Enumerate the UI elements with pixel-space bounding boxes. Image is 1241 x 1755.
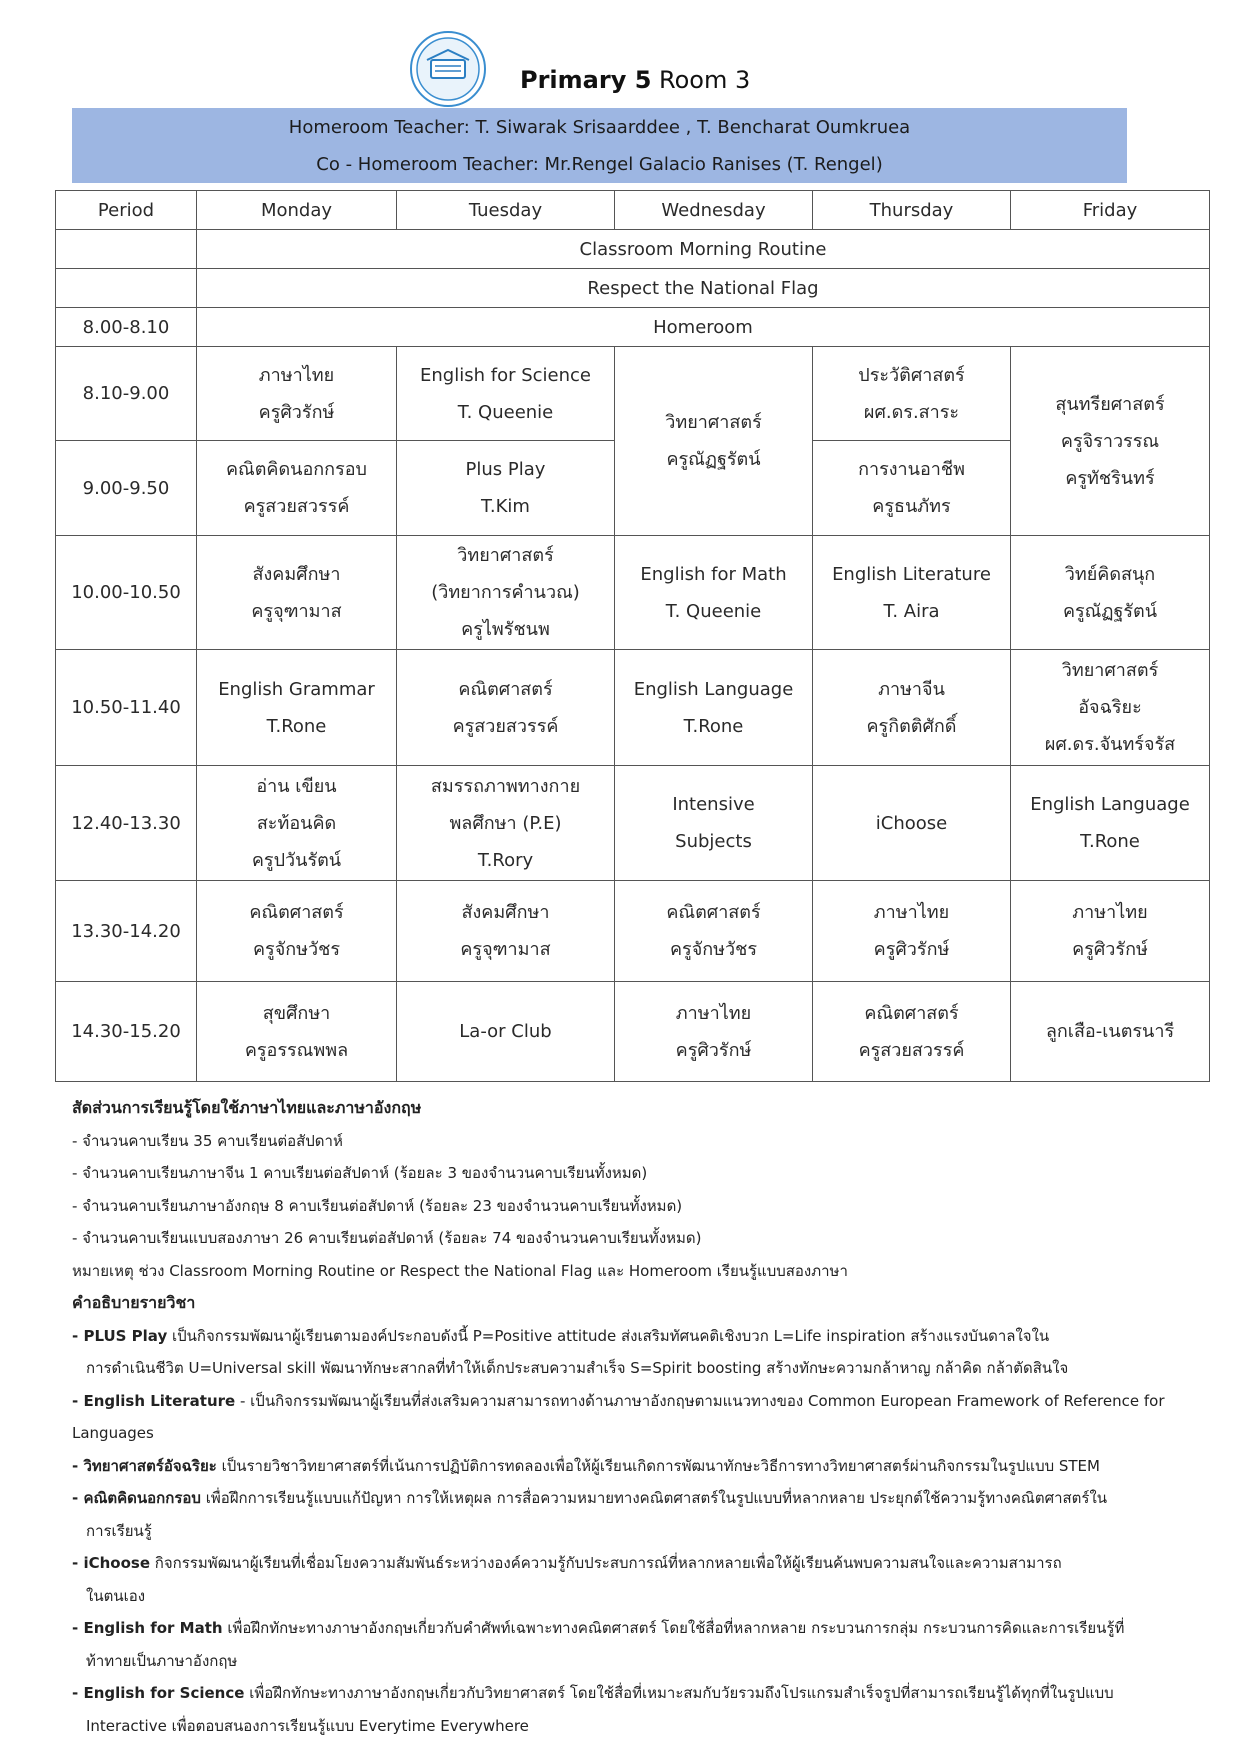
subject: ประวัติศาสตร์: [858, 364, 965, 386]
desc-english-for-math: [72, 1612, 1182, 1645]
teacher-band: [72, 108, 1127, 183]
period-cell: 12.40-13.30: [56, 766, 197, 881]
class-cell: [397, 347, 615, 441]
definition: เป็นรายวิชาวิทยาศาสตร์ที่เน้นการปฏิบัติการทดลองเพื่อให้ผู้เรียนเกิดการพัฒนาทักษะวิธีการทางวิทยาศาสตร์ผ่านกิจกรรมในรูปแบบ STEM: [216, 1456, 1100, 1475]
teacher: ครูจุฑามาส: [460, 939, 551, 960]
empty-cell: [56, 269, 197, 308]
class-cell: [197, 441, 397, 536]
teacher: T.Rone: [1080, 831, 1140, 852]
subject: Intensive: [672, 794, 755, 815]
term: - iChoose: [72, 1554, 150, 1572]
table-row: [56, 536, 1210, 650]
class-cell: [1011, 881, 1210, 982]
header-row: [56, 191, 1210, 230]
teacher: ครูศิวรักษ์: [258, 401, 335, 423]
class-cell: [813, 347, 1011, 441]
timetable: [55, 190, 1210, 1082]
ratio-item: - จำนวนคาบเรียนภาษาอังกฤษ 8 คาบเรียนต่อสัปดาห์ (ร้อยละ 23 ของจำนวนคาบเรียนทั้งหมด): [72, 1196, 683, 1215]
class-cell: [813, 982, 1011, 1082]
flag-cell: Respect the National Flag: [197, 269, 1210, 308]
teacher: ครูสวยสวรรค์: [858, 1039, 965, 1061]
class-cell: [397, 441, 615, 536]
term: - English for Science: [72, 1684, 245, 1702]
subject: English Grammar: [218, 678, 375, 700]
subject: ลูกเสือ-เนตรนารี: [1045, 1021, 1175, 1042]
teacher: ครูจักษวัชร: [252, 939, 340, 960]
class-cell: [615, 881, 813, 982]
subject: คณิตศาสตร์: [458, 678, 553, 700]
period-cell: 8.00-8.10: [56, 308, 197, 347]
routine-cell: Classroom Morning Routine: [197, 230, 1210, 269]
subject: คณิตศาสตร์: [864, 1002, 959, 1024]
subject: สังคมศึกษา: [252, 563, 341, 585]
subject: คณิตคิดนอกกรอบ: [226, 459, 367, 480]
class-cell: [813, 766, 1011, 881]
subject: ภาษาไทย: [873, 902, 950, 923]
term: - PLUS Play: [72, 1326, 168, 1345]
header-wednesday: Wednesday: [615, 191, 813, 230]
desc-ichoose-cont: ในตนเอง: [86, 1586, 146, 1605]
teacher: ครูศิวรักษ์: [675, 1039, 752, 1061]
desc-creative-math: [72, 1482, 1182, 1515]
class-cell: [615, 982, 813, 1082]
desc-english-for-science-cont: Interactive เพื่อตอบสนองการเรียนรู้แบบ Everytime Everywhere: [86, 1716, 529, 1735]
term: - คณิตคิดนอกกรอบ: [72, 1489, 201, 1507]
subject: English for Science: [420, 364, 591, 386]
teacher: ครูศิวรักษ์: [1072, 939, 1148, 960]
page-title: [520, 66, 750, 94]
period-cell: 10.00-10.50: [56, 536, 197, 650]
subject-detail: พลศึกษา (P.E): [449, 812, 562, 834]
table-row: [56, 982, 1210, 1082]
subject: English Literature: [832, 563, 991, 585]
subject: สมรรถภาพทางกาย: [430, 775, 581, 797]
definition: เพื่อฝึกทักษะทางภาษาอังกฤษเกี่ยวกับคำศัพท์เฉพาะทางคณิตศาสตร์ โดยใช้สื่อที่หลากหลาย กระบวนการกลุ่ม กระบวนการคิดและการเรียนรู้ที่: [222, 1619, 1125, 1637]
ratio-item: - จำนวนคาบเรียนภาษาจีน 1 คาบเรียนต่อสัปดาห์ (ร้อยละ 3 ของจำนวนคาบเรียนทั้งหมด): [72, 1164, 648, 1182]
definition: - เป็นกิจกรรมพัฒนาผู้เรียนที่ส่งเสริมความสามารถทางด้านภาษาอังกฤษตามแนวทางของ Common European Framework of Reference for Languages: [72, 1391, 1165, 1442]
definition: เพื่อฝึกทักษะทางภาษาอังกฤษเกี่ยวกับวิทยาศาสตร์ โดยใช้สื่อที่เหมาะสมกับวัยรวมถึงโปรแกรมสำเร็จรูปที่สามารถเรียนรู้ได้ทุกที่ในรูปแบบ: [244, 1684, 1114, 1702]
teacher: ครูจุฑามาส: [251, 600, 342, 622]
subject: วิทย์คิดสนุก: [1064, 563, 1156, 585]
desc-english-for-math-cont: ท้าทายเป็นภาษาอังกฤษ: [86, 1651, 238, 1670]
teacher: ผศ.ดร.สาระ: [863, 401, 960, 423]
teacher: T.Kim: [481, 496, 530, 517]
subject-detail: (วิทยาการคำนวณ): [431, 582, 580, 603]
subject: การงานอาชีพ: [858, 459, 965, 480]
teacher: ครูทัชรินทร์: [1065, 467, 1155, 489]
definition: เป็นกิจกรรมพัฒนาผู้เรียนตามองค์ประกอบดังนี้ P=Positive attitude ส่งเสริมทัศนคติเชิงบวก L=Life inspiration สร้างแรงบันดาลใจใน: [167, 1326, 1050, 1345]
subject: iChoose: [875, 812, 948, 834]
teacher: ครูไพรัชนพ: [461, 619, 550, 640]
subject: สุนทรียศาสตร์: [1055, 393, 1165, 415]
teacher: ครูอรรณพพล: [244, 1039, 349, 1061]
class-cell: [813, 881, 1011, 982]
desc-english-for-science: [72, 1677, 1182, 1710]
teacher: ครูสวยสวรรค์: [452, 715, 559, 737]
table-row: [56, 308, 1210, 347]
class-cell: [615, 347, 813, 536]
class-cell: [813, 536, 1011, 650]
teacher: ครูปวันรัตน์: [251, 849, 342, 871]
table-row: [56, 230, 1210, 269]
class-cell: [197, 536, 397, 650]
class-cell: [397, 881, 615, 982]
title-grade: Primary 5: [520, 66, 652, 94]
teacher: T. Queenie: [457, 401, 554, 423]
class-cell: [615, 766, 813, 881]
teacher: ครูสวยสวรรค์: [243, 496, 350, 517]
subject: คณิตศาสตร์: [249, 902, 344, 923]
title-room: Room 3: [651, 66, 751, 94]
subject: คณิตศาสตร์: [666, 902, 761, 923]
teacher: ครูจิราวรรณ: [1060, 430, 1160, 452]
period-cell: 13.30-14.20: [56, 881, 197, 982]
class-cell: [397, 766, 615, 881]
remark: หมายเหตุ ช่วง Classroom Morning Routine or Respect the National Flag และ Homeroom เรียนรู้แบบสองภาษา: [72, 1261, 848, 1280]
subject: วิทยาศาสตร์: [665, 412, 762, 433]
subject: ภาษาจีน: [878, 678, 945, 700]
desc-plus-play-cont: การดำเนินชีวิต U=Universal skill พัฒนาทักษะสากลที่ทำให้เด็กประสบความสำเร็จ S=Spirit boosting สร้างทักษะความกล้าหาญ กล้าคิด กล้าตัดสินใจ: [86, 1359, 1069, 1377]
subject-detail: สะท้อนคิด: [256, 812, 337, 834]
class-cell: [615, 650, 813, 766]
header-friday: Friday: [1011, 191, 1210, 230]
ratio-item: - จำนวนคาบเรียน 35 คาบเรียนต่อสัปดาห์: [72, 1131, 343, 1150]
subject: วิทยาศาสตร์: [457, 545, 554, 566]
description-heading: คำอธิบายรายวิชา: [72, 1293, 196, 1312]
ratio-heading: สัดส่วนการเรียนรู้โดยใช้ภาษาไทยและภาษาอังกฤษ: [72, 1098, 422, 1117]
desc-plus-play: [72, 1320, 1182, 1353]
teacher: ครูณัฏฐรัตน์: [666, 449, 761, 470]
teacher: T. Queenie: [665, 600, 762, 622]
teacher: ครูกิตติศักดิ์: [866, 715, 957, 737]
class-cell: [813, 441, 1011, 536]
subject: La-or Club: [459, 1021, 552, 1042]
school-logo: [409, 30, 487, 108]
period-cell: 14.30-15.20: [56, 982, 197, 1082]
class-cell: [197, 347, 397, 441]
teacher: ครูณัฏฐรัตน์: [1062, 600, 1158, 622]
teacher: ครูจักษวัชร: [669, 939, 757, 960]
class-cell: [1011, 766, 1210, 881]
desc-ichoose: [72, 1547, 1182, 1580]
subject-detail: อัจฉริยะ: [1078, 697, 1142, 718]
class-cell: [615, 536, 813, 650]
subject: English Language: [633, 678, 794, 700]
header-monday: Monday: [197, 191, 397, 230]
co-homeroom-teacher: Co - Homeroom Teacher: Mr.Rengel Galacio Ranises (T. Rengel): [316, 154, 883, 175]
class-cell: [397, 982, 615, 1082]
header-thursday: Thursday: [813, 191, 1011, 230]
teacher: T.Rone: [266, 715, 327, 737]
table-row: [56, 347, 1210, 441]
subject: English Language: [1030, 794, 1190, 815]
class-cell: [197, 982, 397, 1082]
table-row: [56, 650, 1210, 766]
homeroom-cell: Homeroom: [197, 308, 1210, 347]
class-cell: [397, 650, 615, 766]
class-cell: [1011, 347, 1210, 536]
teacher: ครูศิวรักษ์: [873, 939, 950, 960]
homeroom-teacher: Homeroom Teacher: T. Siwarak Srisaarddee , T. Bencharat Oumkruea: [288, 117, 911, 138]
desc-english-literature: [72, 1385, 1182, 1450]
teacher: T.Rone: [683, 715, 744, 737]
table-row: [56, 269, 1210, 308]
teacher: ผศ.ดร.จันทร์จรัส: [1044, 734, 1176, 755]
teacher: ครูธนภัทร: [872, 496, 951, 517]
subject: Plus Play: [465, 459, 546, 480]
period-cell: 9.00-9.50: [56, 441, 197, 536]
teacher: T.Rory: [477, 849, 534, 871]
subject: สังคมศึกษา: [461, 902, 550, 923]
class-cell: [197, 881, 397, 982]
term: - English for Math: [72, 1619, 223, 1637]
subject-detail: Subjects: [675, 831, 752, 852]
class-cell: [1011, 650, 1210, 766]
class-cell: [197, 766, 397, 881]
term: - วิทยาศาสตร์อัจฉริยะ: [72, 1456, 217, 1475]
term: - English Literature: [72, 1391, 236, 1410]
header-period: Period: [56, 191, 197, 230]
period-cell: 8.10-9.00: [56, 347, 197, 441]
period-cell: 10.50-11.40: [56, 650, 197, 766]
subject: วิทยาศาสตร์: [1061, 660, 1159, 681]
subject: อ่าน เขียน: [256, 775, 337, 797]
definition: กิจกรรมพัฒนาผู้เรียนที่เชื่อมโยงความสัมพันธ์ระหว่างองค์ความรู้กับประสบการณ์ที่หลากหลายเพื่อให้ผู้เรียนค้นพบความสนใจและความสามารถ: [150, 1554, 1062, 1572]
class-cell: [1011, 536, 1210, 650]
subject: ภาษาไทย: [1072, 902, 1148, 923]
definition: เพื่อฝึกการเรียนรู้แบบแก้ปัญหา การให้เหตุผล การสื่อความหมายทางคณิตศาสตร์ในรูปแบบที่หลากหลาย ประยุกต์ใช้ความรู้ทางคณิตศาสตร์ใน: [200, 1489, 1108, 1507]
table-row: [56, 881, 1210, 982]
notes-section: [72, 1092, 1182, 1742]
class-cell: [1011, 982, 1210, 1082]
class-cell: [813, 650, 1011, 766]
class-cell: [197, 650, 397, 766]
subject: ภาษาไทย: [675, 1002, 752, 1024]
subject: ภาษาไทย: [258, 364, 335, 386]
header-tuesday: Tuesday: [397, 191, 615, 230]
ratio-item: - จำนวนคาบเรียนแบบสองภาษา 26 คาบเรียนต่อสัปดาห์ (ร้อยละ 74 ของจำนวนคาบเรียนทั้งหมด): [72, 1229, 702, 1247]
table-row: [56, 766, 1210, 881]
teacher: T. Aira: [883, 600, 940, 622]
desc-smart-science: [72, 1450, 1182, 1483]
subject: สุขศึกษา: [262, 1002, 331, 1024]
subject: English for Math: [640, 563, 787, 585]
class-cell: [397, 536, 615, 650]
empty-cell: [56, 230, 197, 269]
desc-creative-math-cont: การเรียนรู้: [86, 1521, 152, 1540]
